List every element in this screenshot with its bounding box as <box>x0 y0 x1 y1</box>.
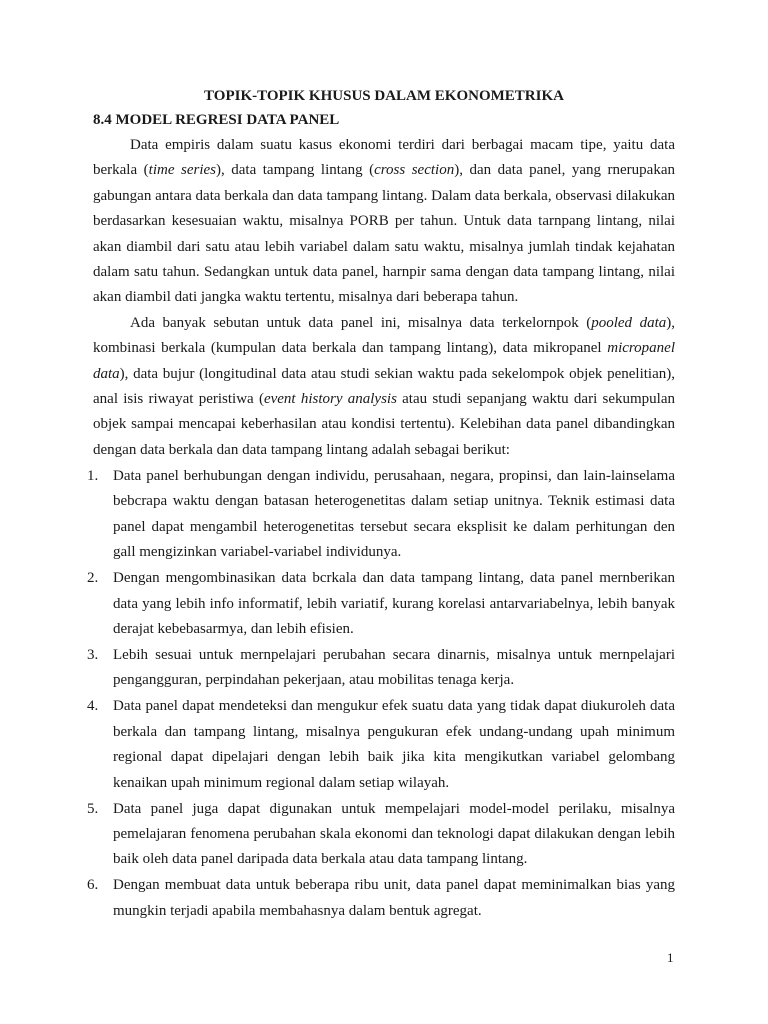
list-item <box>87 464 675 566</box>
paragraph-text: ), data bujur (longitudinal data atau studi sekian waktu pada sekelompok objek penelitian), anal isis riwayat peristiwa ( <box>93 365 675 408</box>
list-item-text: Data panel dapat mendeteksi dan mengukur efek suatu data yang tidak dapat diukuroleh data berkala dan tampang lintang, misalnya pengukuran efek undang-undang upah minimum regional dapat dipelajari dengan lebih baik jika kita mengikutkan variabel gelombang kenaikan upah minimum regional dalam setiap wilayah. <box>113 698 675 791</box>
paragraph-text: ), dan data panel, yang rnerupakan gabungan antara data berkala dan data tampang lintang. Dalam data berkala, observasi dilakukan berdasarkan kesesuaian waktu, misalnya PORB per tahun. Untuk data tarnpang lintang, nilai akan diambil dari satu atau lebih variabel dalam satu waktu, misalnya jumlah tindak kejahatan dalam satu tahun. Sedangkan untuk data panel, harnpir sama dengan data tampang lintang, nilai akan diambil dati jangka waktu tertentu, misalnya dari beberapa tahun. <box>93 162 675 306</box>
list-item-number: 6. <box>87 877 99 894</box>
list-item <box>87 873 675 924</box>
paragraph-text: ), kombinasi berkala (kumpulan data berkala dan tampang lintang), data mikropanel <box>93 314 675 357</box>
page-number: 1 <box>667 950 674 965</box>
paragraph-text: atau studi sepanjang waktu dari sekumpulan objek sampai mencapai keberhasilan atau kondisi tertentu). Kelebihan data panel dibandingkan dengan data berkala dan data tampang lintang adalah sebagai berikut: <box>93 391 675 458</box>
italic-term: micropanel data <box>93 340 675 382</box>
list-item <box>87 797 675 873</box>
italic-term: pooled data <box>591 314 667 331</box>
list-item-number: 4. <box>87 698 99 715</box>
advantages-list <box>87 464 675 924</box>
list-item-number: 3. <box>87 646 99 663</box>
list-item <box>87 694 675 796</box>
document-title: TOPIK-TOPIK KHUSUS DALAM EKONOMETRIKA <box>204 88 564 104</box>
document-page <box>87 84 675 924</box>
italic-term: time series <box>148 162 216 179</box>
paragraph-text: Data empiris dalam suatu kasus ekonomi terdiri dari berbagai macam tipe, yaitu data berkala ( <box>93 137 675 179</box>
paragraph-text: Ada banyak sebutan untuk data panel ini, misalnya data terkelornpok ( <box>130 314 592 331</box>
italic-term: cross section <box>374 162 455 179</box>
paragraph-2 <box>93 311 675 463</box>
italic-term: event history analysis <box>263 391 397 408</box>
list-item-text: Data panel berhubungan dengan individu, perusahaan, negara, propinsi, dan lain-lainselama bebcrapa waktu dengan batasan heterogenetitas dalam setiap unitnya. Teknik estimasi data panel dapat mengambil heterogenetitas tersebut secara eksplisit ke dalam perhitungan den gall mengizinkan variabel-variabel individunya. <box>113 467 675 561</box>
list-item-text: Dengan mengombinasikan data bcrkala dan data tampang lintang, data panel mernberikan data yang lebih info informatif, lebih variatif, kurang korelasi antarvariabelnya, lebih banyak derajat kebebasarmya, dan lebih efisien. <box>113 570 675 637</box>
list-item-number: 1. <box>87 467 99 484</box>
list-item-number: 2. <box>87 570 99 587</box>
paragraph-text: ), data tampang lintang ( <box>216 162 375 179</box>
list-item <box>87 566 675 642</box>
section-heading: 8.4 MODEL REGRESI DATA PANEL <box>93 112 340 128</box>
list-item-text: Data panel juga dapat digunakan untuk mempelajari model-model perilaku, misalnya pemelajaran fenomena perubahan skala ekonomi dan teknologi dapat dilakukan dengan lebih baik oleh data panel daripada data berkala atau data tampang lintang. <box>113 800 675 868</box>
list-item-number: 5. <box>87 800 99 817</box>
list-item-text: Lebih sesuai untuk mernpelajari perubahan secara dinarnis, misalnya untuk mernpelajari pengangguran, perpindahan pekerjaan, atau mobilitas tenaga kerja. <box>113 646 675 689</box>
list-item <box>87 643 675 694</box>
paragraph-1 <box>93 133 675 311</box>
list-item-text: Dengan membuat data untuk beberapa ribu unit, data panel dapat meminimalkan bias yang mungkin terjadi apabila membahasnya dalam bentuk agregat. <box>113 877 675 919</box>
